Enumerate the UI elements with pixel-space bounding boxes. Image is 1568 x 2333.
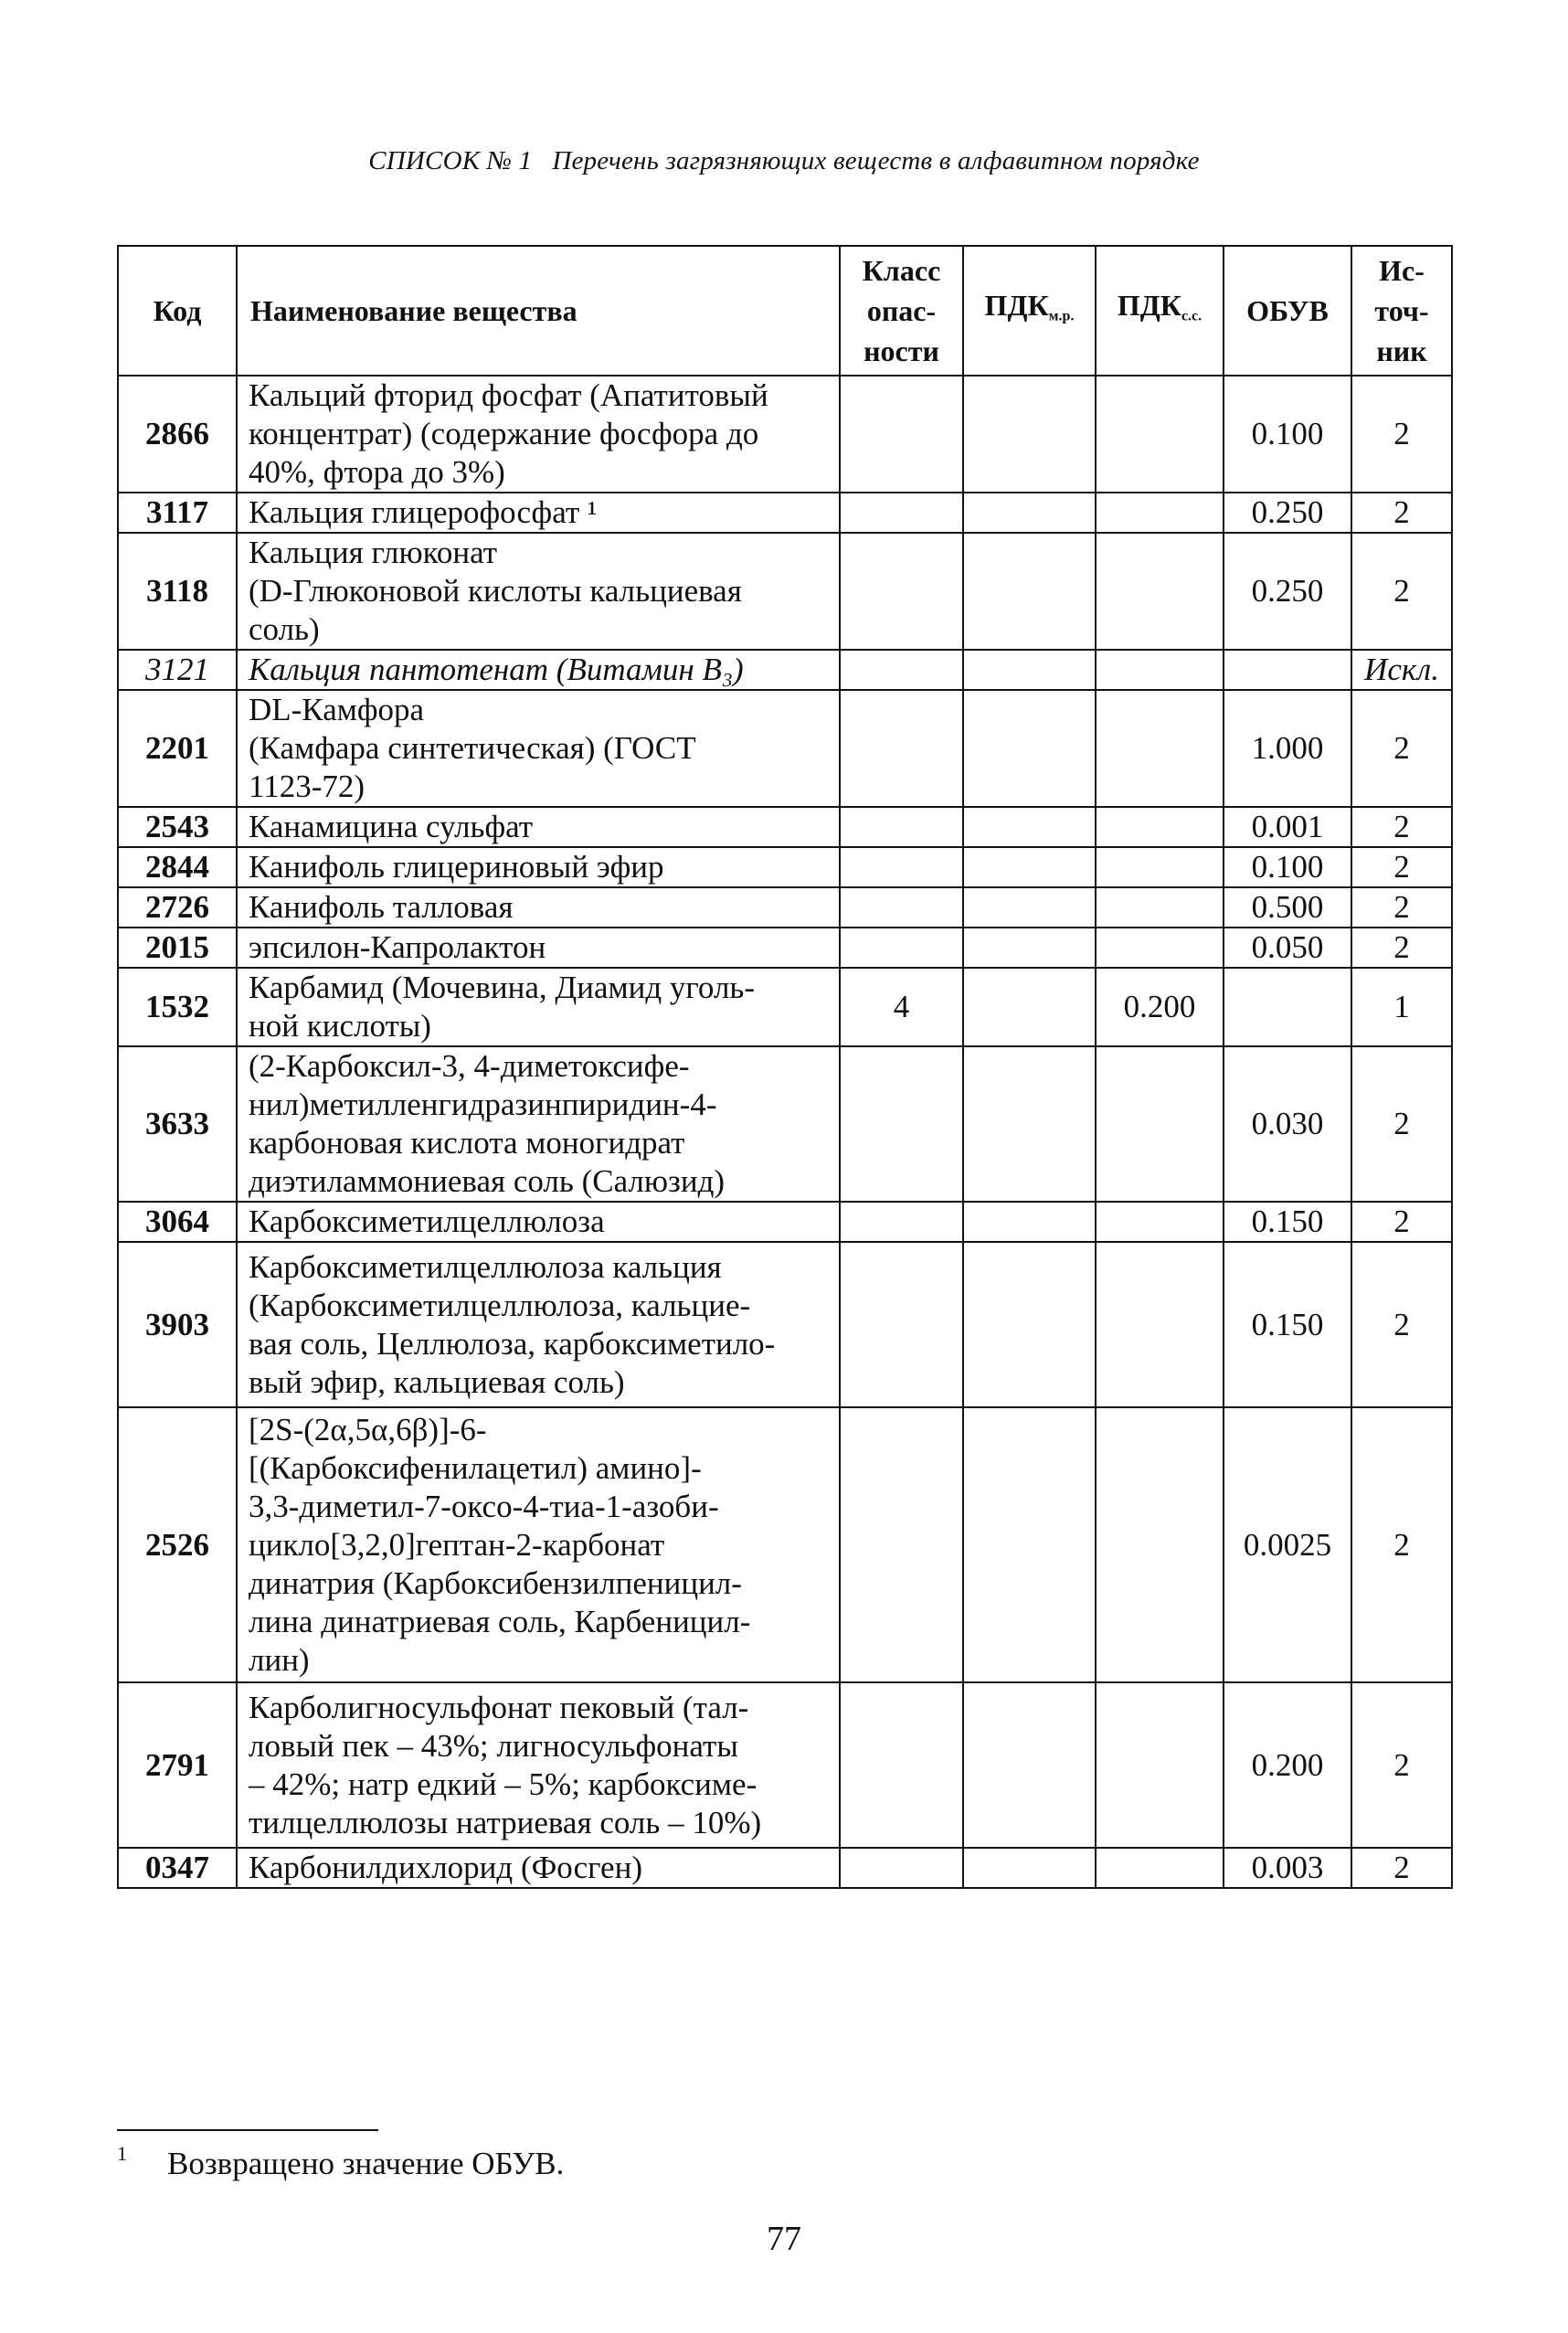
table-body [118,376,1452,1888]
header-row [118,246,1452,376]
cell-code: 1532 [118,968,237,1046]
cell-source: 2 [1351,887,1452,928]
cell-pdk-mr [963,533,1096,650]
name-line: ной кислоты) [249,1008,431,1044]
cell-code: 2543 [118,807,237,847]
cell-source: 2 [1351,1848,1452,1888]
cell-hazard-class [840,650,963,690]
name-line: Кальция глицерофосфат ¹ [249,494,598,530]
cell-hazard-class [840,493,963,533]
cell-pdk-mr [963,807,1096,847]
cell-hazard-class [840,533,963,650]
cell-obuv: 0.030 [1224,1046,1351,1202]
name-line: Карбоксиметилцеллюлоза кальция [249,1248,722,1285]
name-line: эпсилон-Капролактон [249,929,546,965]
cell-code: 3121 [118,650,237,690]
cell-obuv [1224,968,1351,1046]
substances-table [117,245,1453,1889]
cell-obuv: 0.500 [1224,887,1351,928]
cell-hazard-class [840,887,963,928]
cell-pdk-mr [963,1242,1096,1407]
table-row [118,928,1452,968]
name-line: (D-Глюконовой кислоты кальциевая [249,573,742,609]
cell-hazard-class [840,1242,963,1407]
name-line: [(Карбоксифенилацетил) амино]- [249,1449,702,1486]
cell-pdk-mr [963,690,1096,807]
cell-pdk-ss [1096,1046,1224,1202]
name-line: диэтиламмониевая соль (Салюзид) [249,1163,726,1199]
name-line: (Карбоксиметилцеллюлоза, кальцие- [249,1287,751,1323]
name-line: нил)метилленгидразинпиридин-4- [249,1087,717,1122]
col-code-header: Код [118,246,237,376]
cell-source: 2 [1351,847,1452,887]
cell-hazard-class [840,1046,963,1202]
name-line: Канамицина сульфат [249,809,534,844]
cell-pdk-ss [1096,1242,1224,1407]
cell-pdk-ss [1096,1407,1224,1682]
name-line: (Камфара синтетическая) (ГОСТ [249,730,696,766]
cell-source: 2 [1351,1046,1452,1202]
table-row [118,690,1452,807]
cell-name [237,928,840,968]
name-line: карбоновая кислота моногидрат [249,1125,685,1161]
cell-hazard-class [840,928,963,968]
cell-obuv: 0.0025 [1224,1407,1351,1682]
cell-obuv: 0.050 [1224,928,1351,968]
cell-hazard-class [840,1202,963,1242]
cell-code: 3633 [118,1046,237,1202]
cell-pdk-ss [1096,847,1224,887]
cell-pdk-mr [963,650,1096,690]
table-row [118,376,1452,493]
cell-pdk-mr [963,928,1096,968]
cell-code: 2844 [118,847,237,887]
cell-source: 2 [1351,376,1452,493]
table-row [118,807,1452,847]
name-line: Кальция пантотенат (Витамин B₃) [249,652,744,687]
cell-pdk-mr [963,1407,1096,1682]
cell-source: 2 [1351,533,1452,650]
cell-obuv: 0.200 [1224,1682,1351,1848]
cell-code: 2726 [118,887,237,928]
cell-pdk-mr [963,1202,1096,1242]
name-line: соль) [249,611,320,647]
cell-hazard-class [840,690,963,807]
footnote-mark: 1 [117,2142,127,2165]
name-line: Кальция глюконат [249,535,498,570]
cell-pdk-ss [1096,1202,1224,1242]
cell-pdk-mr [963,1848,1096,1888]
cell-name [237,1202,840,1242]
cell-pdk-ss [1096,1682,1224,1848]
name-line: ловый пек – 43%; лигносульфонаты [249,1727,738,1764]
table-row [118,1848,1452,1888]
cell-code: 2791 [118,1682,237,1848]
cell-source: 2 [1351,493,1452,533]
name-line: [2S-(2α,5α,6β)]-6- [249,1411,487,1448]
col-hazard-class-header: Класс опас- ности [840,246,963,376]
cell-name [237,968,840,1046]
table-row [118,887,1452,928]
name-line: лина динатриевая соль, Карбеницил- [249,1603,751,1639]
cell-pdk-ss [1096,690,1224,807]
cell-name [237,376,840,493]
cell-code: 2866 [118,376,237,493]
cell-obuv [1224,650,1351,690]
cell-obuv: 0.150 [1224,1202,1351,1242]
col-name-header: Наименование вещества [237,246,840,376]
cell-pdk-ss [1096,1848,1224,1888]
cell-source: 2 [1351,1407,1452,1682]
cell-code: 3064 [118,1202,237,1242]
name-line: DL-Камфора [249,692,425,727]
page-title [0,146,1568,176]
cell-name [237,650,840,690]
cell-hazard-class [840,847,963,887]
table-row [118,1046,1452,1202]
cell-obuv: 0.250 [1224,533,1351,650]
name-line: (2-Карбоксил-3, 4-диметоксифе- [249,1048,690,1084]
cell-pdk-ss [1096,376,1224,493]
table-row [118,650,1452,690]
cell-hazard-class [840,1407,963,1682]
page-number: 77 [767,2220,801,2258]
list-label: СПИСОК № 1 [368,146,533,175]
cell-pdk-mr [963,376,1096,493]
cell-hazard-class [840,376,963,493]
cell-pdk-ss [1096,887,1224,928]
footnote [117,2142,565,2182]
cell-obuv: 1.000 [1224,690,1351,807]
cell-pdk-mr [963,887,1096,928]
cell-pdk-mr [963,493,1096,533]
name-line: 1123-72) [249,769,366,804]
list-title: Перечень загрязняющих веществ в алфавитном порядке [552,146,1200,175]
cell-hazard-class [840,1848,963,1888]
name-line: Канифоль талловая [249,889,514,925]
name-line: Карбоксиметилцеллюлоза [249,1204,605,1239]
cell-obuv: 0.100 [1224,847,1351,887]
cell-name [237,847,840,887]
cell-obuv: 0.150 [1224,1242,1351,1407]
cell-name [237,533,840,650]
cell-name [237,1242,840,1407]
col-obuv-header: ОБУВ [1224,246,1351,376]
name-line: – 42%; натр едкий – 5%; карбоксиме- [249,1766,758,1802]
cell-pdk-ss: 0.200 [1096,968,1224,1046]
cell-obuv: 0.003 [1224,1848,1351,1888]
cell-pdk-ss [1096,928,1224,968]
name-line: Кальций фторид фосфат (Апатитовый [249,377,768,413]
cell-code: 3117 [118,493,237,533]
name-line: цикло[3,2,0]гептан-2-карбонат [249,1526,665,1563]
cell-pdk-mr [963,1682,1096,1848]
cell-obuv: 0.001 [1224,807,1351,847]
table-row [118,1202,1452,1242]
table-row [118,1682,1452,1848]
cell-pdk-ss [1096,533,1224,650]
name-line: вая соль, Целлюлоза, карбоксиметило- [249,1325,776,1362]
col-pdk-ss-header: $ПДК_{с.с.}$ [1096,246,1224,376]
cell-pdk-mr [963,968,1096,1046]
name-line: тилцеллюлозы натриевая соль – 10%) [249,1804,762,1840]
name-line: вый эфир, кальциевая соль) [249,1363,625,1400]
cell-code: 2201 [118,690,237,807]
cell-source: 2 [1351,1202,1452,1242]
cell-source: 1 [1351,968,1452,1046]
cell-pdk-ss [1096,807,1224,847]
name-line: 40%, фтора до 3%) [249,454,505,490]
name-line: Карбамид (Мочевина, Диамид уголь- [249,970,756,1005]
cell-hazard-class [840,807,963,847]
cell-name [237,1848,840,1888]
cell-pdk-ss [1096,650,1224,690]
cell-code: 2015 [118,928,237,968]
name-line: 3,3-диметил-7-оксо-4-тиа-1-азоби- [249,1488,719,1524]
table-row [118,1407,1452,1682]
cell-obuv: 0.250 [1224,493,1351,533]
table-row [118,847,1452,887]
cell-pdk-mr [963,847,1096,887]
cell-hazard-class: 4 [840,968,963,1046]
cell-name [237,690,840,807]
name-line: динатрия (Карбоксибензилпеницил- [249,1564,742,1601]
cell-name [237,1407,840,1682]
cell-source: 2 [1351,1682,1452,1848]
cell-source: 2 [1351,690,1452,807]
footnote-text: Возвращено значение ОБУВ. [167,2146,565,2181]
cell-code: 3118 [118,533,237,650]
name-line: Карболигносульфонат пековый (тал- [249,1689,749,1725]
table-row [118,968,1452,1046]
col-pdk-mr-header: $ПДК_{м.р.}$ [963,246,1096,376]
cell-source: Искл. [1351,650,1452,690]
cell-code: 0347 [118,1848,237,1888]
cell-name [237,807,840,847]
table-row [118,493,1452,533]
name-line: концентрат) (содержание фосфора до [249,416,759,451]
table-row [118,533,1452,650]
name-line: лин) [249,1641,310,1678]
col-source-header: Ис- точ- ник [1351,246,1452,376]
cell-pdk-mr [963,1046,1096,1202]
cell-name [237,1046,840,1202]
cell-name [237,1682,840,1848]
cell-obuv: 0.100 [1224,376,1351,493]
cell-hazard-class [840,1682,963,1848]
cell-pdk-ss [1096,493,1224,533]
table-row [118,1242,1452,1407]
name-line: Карбонилдихлорид (Фосген) [249,1850,642,1885]
footnote-divider [117,2129,378,2131]
cell-source: 2 [1351,928,1452,968]
cell-code: 3903 [118,1242,237,1407]
cell-source: 2 [1351,1242,1452,1407]
cell-code: 2526 [118,1407,237,1682]
name-line: Канифоль глицериновый эфир [249,849,664,885]
cell-source: 2 [1351,807,1452,847]
cell-name [237,493,840,533]
cell-name [237,887,840,928]
